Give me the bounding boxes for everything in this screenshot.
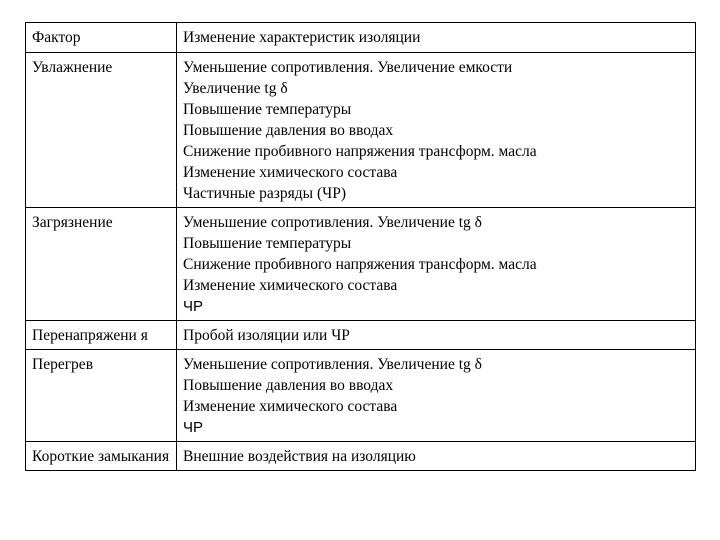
effect-line: Снижение пробивного напряжения трансформ. масла [183, 256, 537, 273]
effect-line: Увеличение tg δ [183, 80, 288, 97]
effect-line: ЧР [183, 419, 204, 436]
effect-line: Уменьшение сопротивления. Увеличение емкости [183, 59, 513, 76]
table-row [26, 53, 696, 208]
effect-line: Уменьшение сопротивления. Увеличение tg δ [183, 214, 482, 231]
effect-line: Снижение пробивного напряжения трансформ. масла [183, 143, 537, 160]
effect-line: Изменение химического состава [183, 398, 398, 415]
table-row [26, 321, 696, 350]
effects-cell [177, 321, 696, 350]
effect-line: Повышение температуры [183, 101, 352, 118]
effect-line: Повышение температуры [183, 235, 352, 252]
effect-line: Пробой изоляции или ЧР [183, 327, 350, 344]
effect-line: Внешние воздействия на изоляцию [183, 448, 416, 465]
factor-cell [26, 442, 177, 471]
factor-name: Перенапряжени я [32, 327, 148, 344]
effect-line: Повышение давления во вводах [183, 377, 394, 394]
effect-line: ЧР [183, 298, 204, 315]
effect-line: Изменение химического состава [183, 164, 398, 181]
effects-cell [177, 350, 696, 442]
table-row [26, 442, 696, 471]
factor-cell [26, 208, 177, 321]
factor-name: Перегрев [32, 356, 94, 373]
factor-name: Короткие замыкания [32, 448, 170, 465]
table-row [26, 350, 696, 442]
effect-line: Изменение химического состава [183, 277, 398, 294]
effect-line: Повышение давления во вводах [183, 122, 394, 139]
effects-cell [177, 53, 696, 208]
header-factor: Фактор [26, 23, 177, 53]
table-header-row [26, 23, 696, 53]
factor-cell [26, 350, 177, 442]
header-insulation-changes: Изменение характеристик изоляции [177, 23, 696, 53]
effect-line: Уменьшение сопротивления. Увеличение tg δ [183, 356, 482, 373]
factor-name: Увлажнение [32, 59, 113, 76]
factor-cell [26, 53, 177, 208]
effects-cell [177, 442, 696, 471]
table-row [26, 208, 696, 321]
factor-cell [26, 321, 177, 350]
effects-cell [177, 208, 696, 321]
effect-line: Частичные разряды (ЧР) [183, 185, 346, 202]
insulation-factors-table [25, 22, 696, 471]
factor-name: Загрязнение [32, 214, 113, 231]
